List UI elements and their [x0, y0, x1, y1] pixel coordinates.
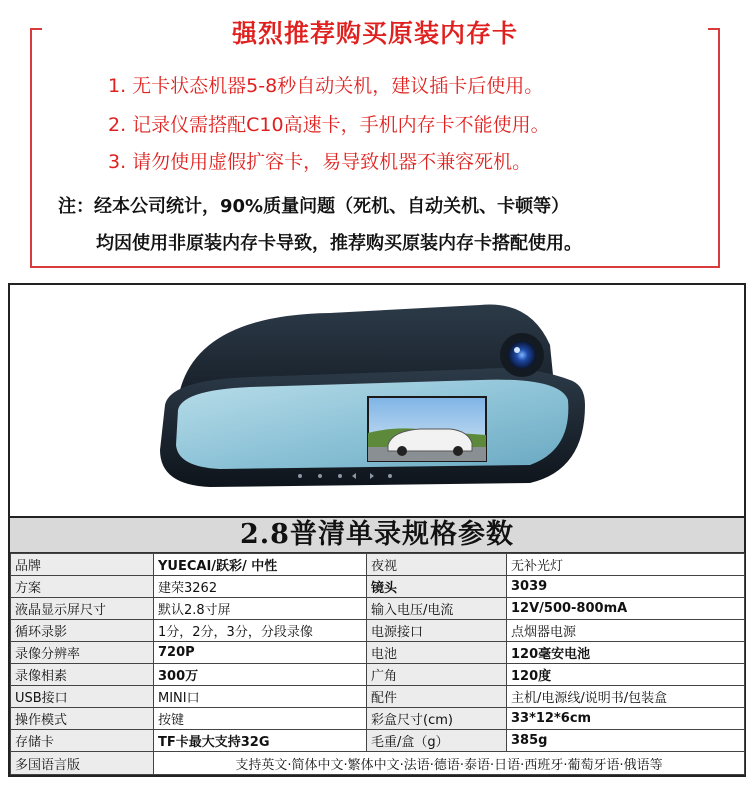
- notice-border-right: [708, 28, 720, 266]
- table-row: [11, 752, 745, 775]
- rearview-mirror-dashcam-image: [10, 285, 744, 515]
- spec-label: 配件: [367, 686, 507, 708]
- table-row: [11, 664, 745, 686]
- notice-border-bottom: [30, 266, 720, 268]
- notice-rule-3: 3. 请勿使用虚假扩容卡，易导致机器不兼容死机。: [108, 151, 532, 173]
- spec-value: 33*12*6cm: [507, 708, 745, 730]
- spec-label: 品牌: [11, 554, 154, 576]
- table-row: [11, 554, 745, 576]
- spec-title: 2.8普清单录规格参数: [10, 516, 744, 553]
- spec-label: 输入电压/电流: [367, 598, 507, 620]
- screen-car-wheel: [397, 446, 407, 456]
- spec-label: 方案: [11, 576, 154, 598]
- spec-label: 夜视: [367, 554, 507, 576]
- spec-value: 385g: [507, 730, 745, 752]
- spec-label: 广角: [367, 664, 507, 686]
- notice-rule-1: 1. 无卡状态机器5-8秒自动关机，建议插卡后使用。: [108, 75, 544, 97]
- spec-label: 电源接口: [367, 620, 507, 642]
- spec-value: MINI口: [154, 686, 367, 708]
- table-row: [11, 686, 745, 708]
- camera-lens-icon: [508, 341, 536, 369]
- table-row: [11, 598, 745, 620]
- mirror-button-dot: [388, 474, 392, 478]
- spec-label-languages: 多国语言版: [11, 752, 154, 775]
- spec-value: 1分，2分，3分，分段录像: [154, 620, 367, 642]
- spec-label: 存储卡: [11, 730, 154, 752]
- spec-label: 镜头: [367, 576, 507, 598]
- table-row: [11, 730, 745, 752]
- mirror-button-dot: [318, 474, 322, 478]
- spec-value-languages: 支持英文·简体中文·繁体中文·法语·德语·泰语·日语·西班牙·葡萄牙语·俄语等: [154, 752, 745, 775]
- spec-value: 主机/电源线/说明书/包装盒: [507, 686, 745, 708]
- notice-note-line-1: 注：经本公司统计，90%质量问题（死机、自动关机、卡顿等）: [58, 196, 570, 217]
- spec-value: 720P: [154, 642, 367, 664]
- notice-note-line-2: 均因使用非原装内存卡导致，推荐购买原装内存卡搭配使用。: [96, 233, 582, 254]
- spec-grid: [10, 553, 745, 775]
- spec-value: 默认2.8寸屏: [154, 598, 367, 620]
- spec-value: 点烟器电源: [507, 620, 745, 642]
- spec-label: 录像分辨率: [11, 642, 154, 664]
- spec-value: YUECAI/跃彩/ 中性: [154, 554, 367, 576]
- spec-value: 按键: [154, 708, 367, 730]
- spec-label: 操作模式: [11, 708, 154, 730]
- spec-table: [8, 516, 746, 777]
- notice-rule-2: 2. 记录仪需搭配C10高速卡，手机内存卡不能使用。: [108, 114, 550, 136]
- spec-value: 12V/500-800mA: [507, 598, 745, 620]
- spec-label: 彩盒尺寸(cm): [367, 708, 507, 730]
- spec-label: 毛重/盒（g）: [367, 730, 507, 752]
- spec-label: 电池: [367, 642, 507, 664]
- table-row: [11, 576, 745, 598]
- notice-box: [0, 0, 750, 278]
- spec-value: TF卡最大支持32G: [154, 730, 367, 752]
- spec-value: 建荣3262: [154, 576, 367, 598]
- table-row: [11, 620, 745, 642]
- spec-value: 300万: [154, 664, 367, 686]
- notice-title: 强烈推荐购买原装内存卡: [231, 19, 518, 48]
- spec-label: USB接口: [11, 686, 154, 708]
- product-image-panel: [8, 283, 746, 517]
- table-row: [11, 708, 745, 730]
- mirror-button-dot: [338, 474, 342, 478]
- spec-label: 录像相素: [11, 664, 154, 686]
- mirror-button-dot: [298, 474, 302, 478]
- lens-highlight: [514, 347, 520, 353]
- spec-label: 液晶显示屏尺寸: [11, 598, 154, 620]
- spec-value: 120毫安电池: [507, 642, 745, 664]
- notice-border-left: [30, 28, 42, 266]
- spec-value: 无补光灯: [507, 554, 745, 576]
- spec-value: 3039: [507, 576, 745, 598]
- spec-value: 120度: [507, 664, 745, 686]
- spec-label: 循环录影: [11, 620, 154, 642]
- table-row: [11, 642, 745, 664]
- screen-car-wheel: [453, 446, 463, 456]
